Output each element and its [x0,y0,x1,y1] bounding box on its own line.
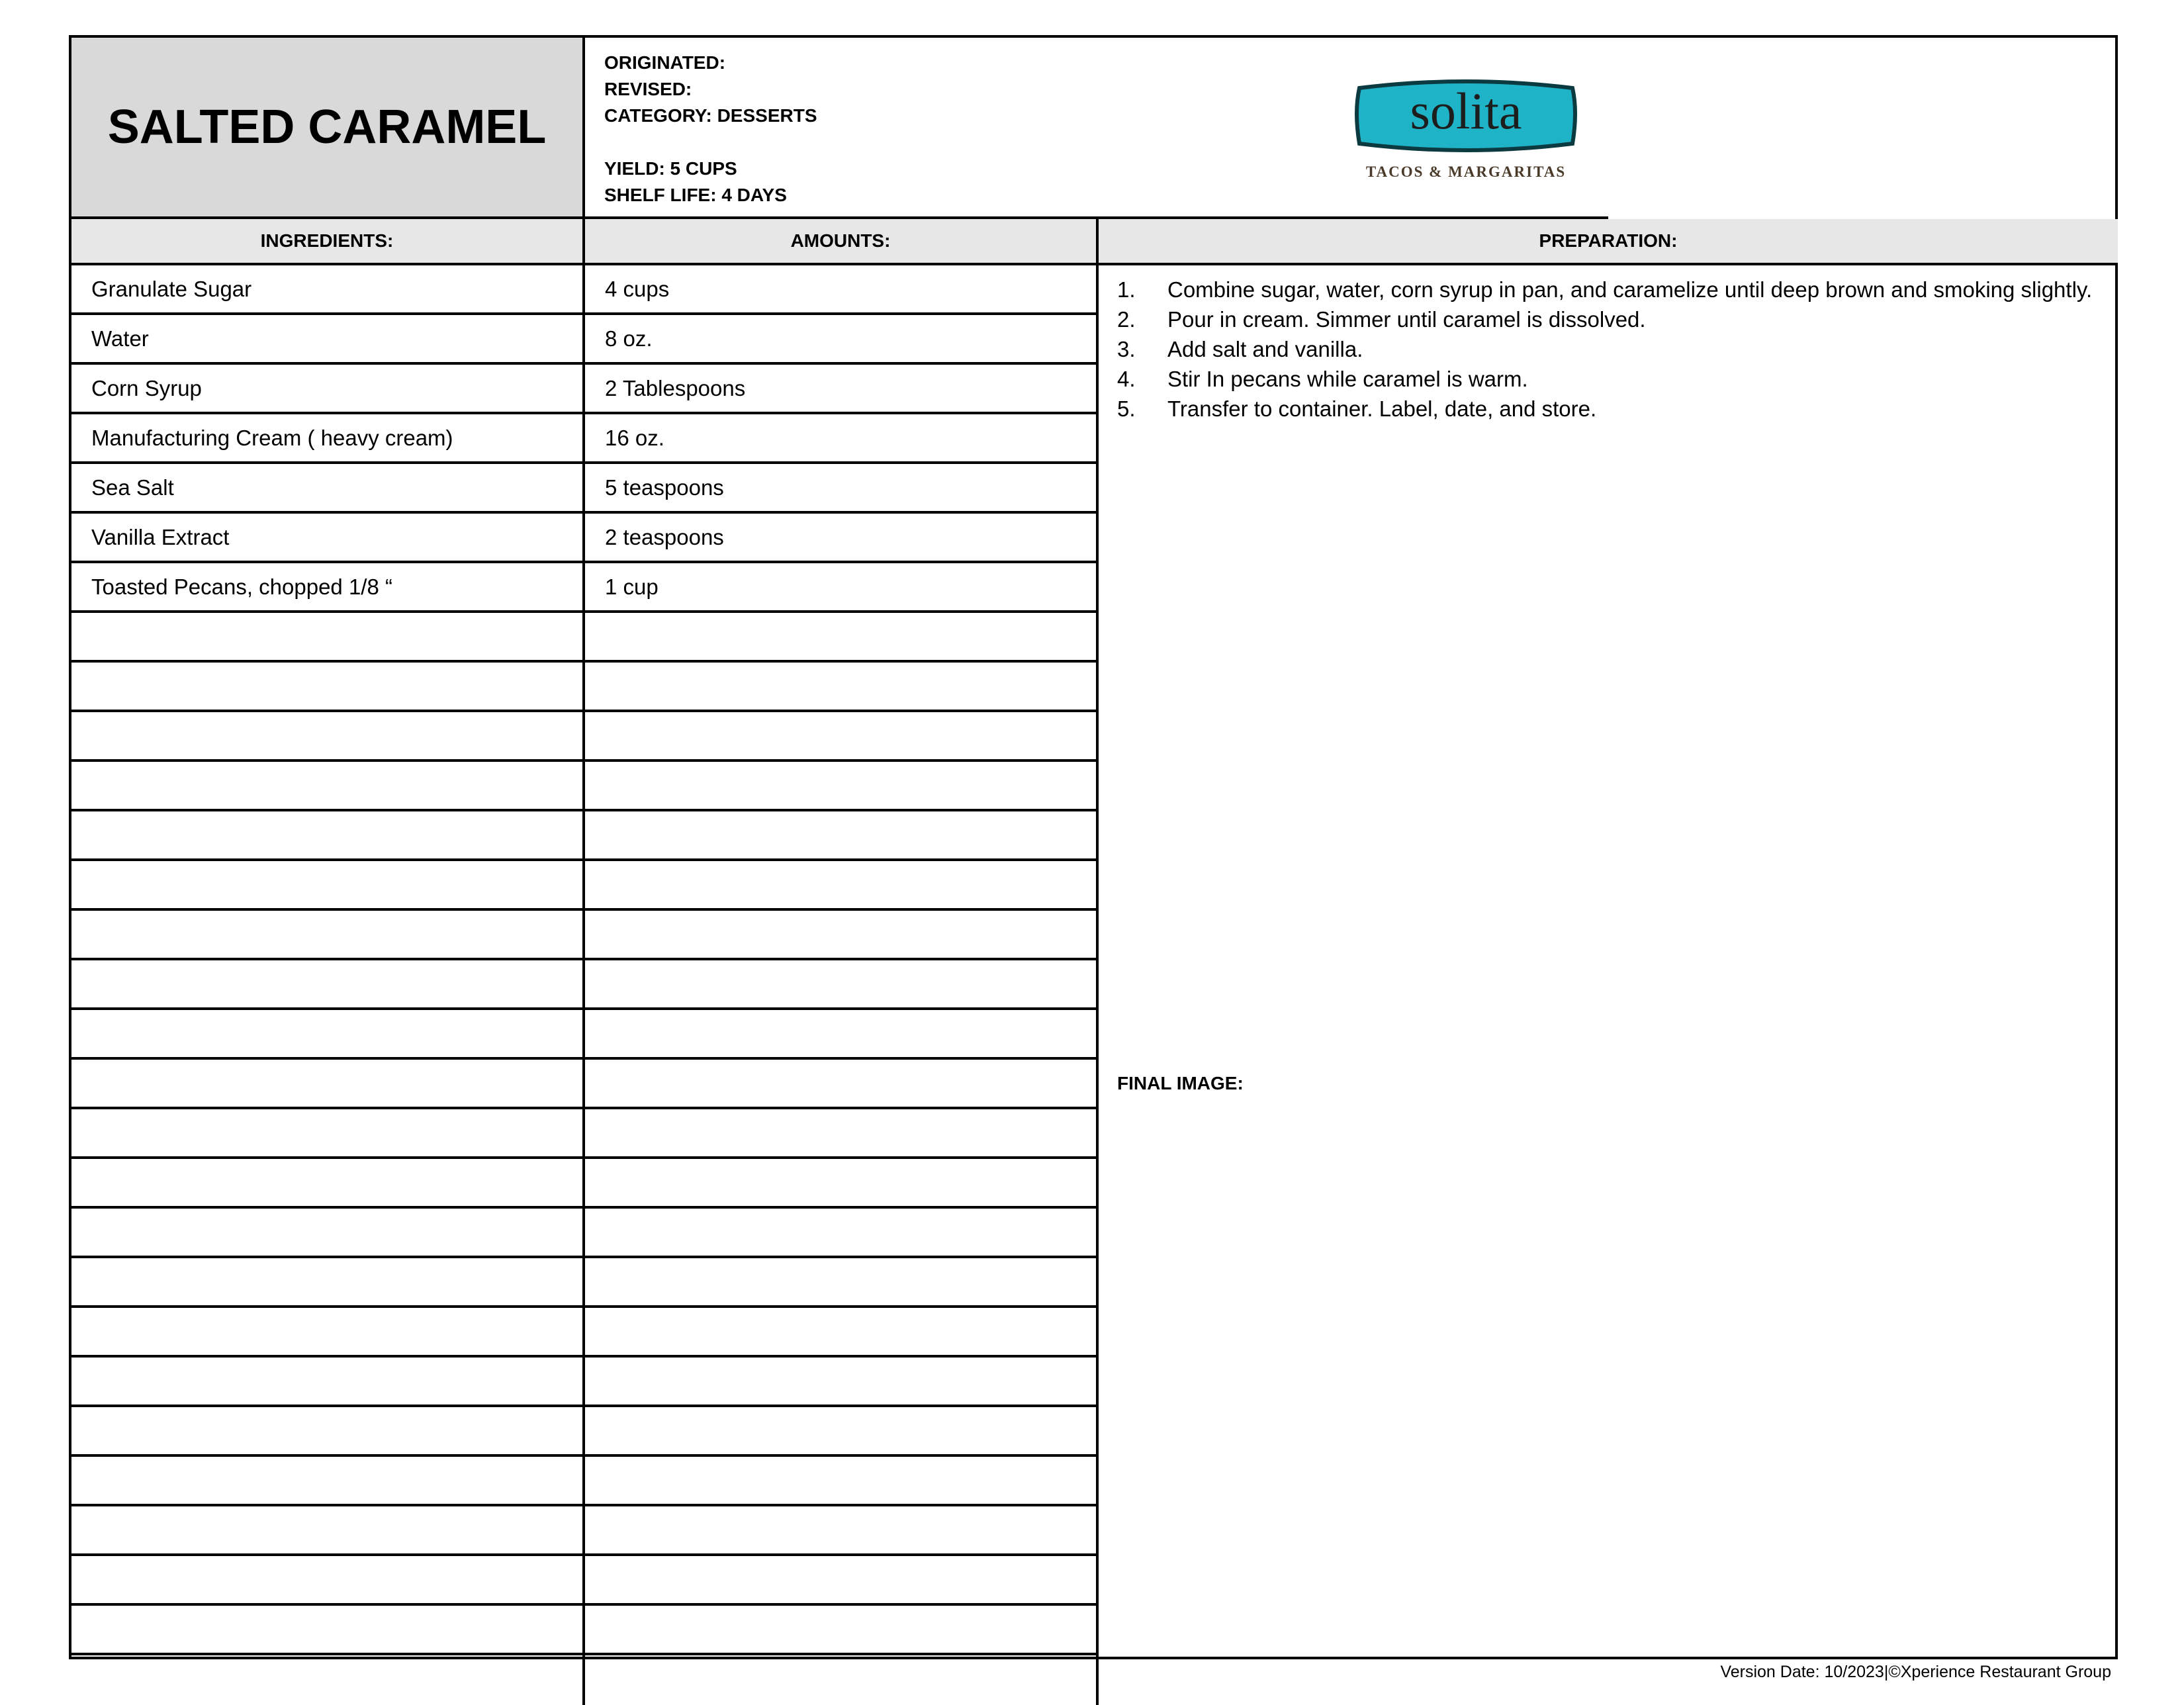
ingredient-name [71,1358,585,1405]
amounts-header: AMOUNTS: [585,219,1099,265]
ingredient-amount [585,613,1099,660]
preparation-cell [1099,265,2118,1659]
ingredient-amount [585,1060,1099,1107]
step-text: Add salt and vanilla. [1167,337,1363,361]
revised-label: REVISED: [604,79,692,99]
step-text: Pour in cream. Simmer until caramel is dissolved. [1167,307,1646,332]
ingredient-amount [585,1358,1099,1405]
ingredient-row [71,1060,1099,1109]
ingredient-row [71,712,1099,762]
ingredient-name [71,712,585,759]
recipe-card [69,35,2118,1659]
ingredient-name: Granulate Sugar [71,265,585,312]
ingredient-amount [585,1010,1099,1057]
ingredient-amount: 2 teaspoons [585,514,1099,561]
ingredient-row [71,414,1099,464]
preparation-header: PREPARATION: [1099,219,2118,265]
ingredient-name: Sea Salt [71,464,585,511]
ingredient-amount [585,1506,1099,1553]
ingredient-name: Manufacturing Cream ( heavy cream) [71,414,585,461]
ingredient-amount [585,960,1099,1007]
ingredient-name: Vanilla Extract [71,514,585,561]
ingredient-row [71,1258,1099,1308]
ingredients-table [71,265,1099,1705]
ingredient-amount: 16 oz. [585,414,1099,461]
originated-label: ORIGINATED: [604,52,726,73]
step-number: 5. [1117,396,1136,421]
version-footer: Version Date: 10/2023|©Xperience Restaurant Group [1720,1663,2111,1681]
ingredient-row [71,1010,1099,1060]
ingredient-name [71,663,585,710]
preparation-step [1117,334,2097,364]
ingredient-row [71,861,1099,911]
ingredient-row [71,1159,1099,1209]
ingredient-row [71,1655,1099,1705]
ingredient-row [71,464,1099,514]
preparation-step [1117,304,2097,334]
title-cell [71,38,585,219]
ingredient-row [71,265,1099,315]
ingredient-row [71,514,1099,563]
ingredient-row [71,1556,1099,1606]
ingredient-amount [585,1109,1099,1156]
ingredient-row [71,1506,1099,1556]
preparation-steps [1117,275,2097,424]
ingredient-row [71,911,1099,960]
shelf-life-label: SHELF LIFE: 4 DAYS [604,185,787,205]
recipe-meta [604,50,817,208]
ingredient-row [71,762,1099,811]
ingredient-name [71,811,585,858]
ingredient-amount [585,1209,1099,1256]
ingredient-amount: 5 teaspoons [585,464,1099,511]
ingredient-name [71,762,585,809]
ingredient-amount [585,712,1099,759]
ingredient-name [71,1209,585,1256]
ingredient-amount [585,811,1099,858]
final-image-label: FINAL IMAGE: [1117,1073,1244,1093]
step-number: 3. [1117,337,1136,361]
ingredient-name [71,1258,585,1305]
yield-label: YIELD: 5 CUPS [604,158,737,179]
step-number: 1. [1117,277,1136,302]
logo-wordmark: solita [1410,82,1522,140]
preparation-step [1117,394,2097,424]
ingredient-amount [585,1308,1099,1355]
ingredients-header: INGREDIENTS: [71,219,585,265]
step-text: Combine sugar, water, corn syrup in pan, and caramelize until deep brown and smoking slightly. [1167,277,2093,302]
ingredient-name [71,1308,585,1355]
ingredient-name [71,960,585,1007]
ingredient-name [71,1159,585,1206]
ingredient-name [71,1556,585,1603]
ingredient-row [71,1109,1099,1159]
logo-tagline: TACOS & MARGARITAS [1365,163,1567,180]
ingredient-name [71,1109,585,1156]
ingredient-amount: 2 Tablespoons [585,365,1099,412]
ingredient-name [71,1457,585,1504]
preparation-step [1117,364,2097,394]
ingredient-amount [585,762,1099,809]
ingredient-row [71,1606,1099,1655]
step-text: Transfer to container. Label, date, and store. [1167,396,1597,421]
step-number: 2. [1117,307,1136,332]
ingredient-row [71,1209,1099,1258]
ingredient-amount [585,1407,1099,1454]
ingredient-name [71,1060,585,1107]
step-text: Stir In pecans while caramel is warm. [1167,367,1528,391]
solita-logo [1350,72,1582,185]
ingredient-amount [585,1457,1099,1504]
ingredient-amount: 1 cup [585,563,1099,610]
ingredient-amount [585,911,1099,958]
ingredient-name [71,1606,585,1653]
ingredient-name [71,613,585,660]
recipe-title: SALTED CARAMEL [107,101,547,154]
ingredient-name [71,911,585,958]
ingredient-row [71,613,1099,663]
ingredient-row [71,663,1099,712]
ingredient-amount [585,663,1099,710]
ingredient-row [71,315,1099,365]
ingredient-row [71,1457,1099,1506]
preparation-step [1117,275,2097,304]
ingredient-amount [585,1606,1099,1653]
ingredient-row [71,563,1099,613]
ingredient-name: Water [71,315,585,362]
ingredient-row [71,1358,1099,1407]
ingredient-amount: 4 cups [585,265,1099,312]
ingredient-row [71,365,1099,414]
step-number: 4. [1117,367,1136,391]
ingredient-amount [585,1655,1099,1705]
category-label: CATEGORY: DESSERTS [604,105,817,126]
ingredient-amount: 8 oz. [585,315,1099,362]
ingredient-name [71,1655,585,1705]
ingredient-name: Toasted Pecans, chopped 1/8 “ [71,563,585,610]
ingredient-name [71,1506,585,1553]
ingredient-amount [585,1258,1099,1305]
ingredient-row [71,811,1099,861]
ingredient-name [71,861,585,908]
ingredient-amount [585,1159,1099,1206]
ingredient-amount [585,861,1099,908]
ingredient-amount [585,1556,1099,1603]
ingredient-row [71,960,1099,1010]
ingredient-row [71,1407,1099,1457]
ingredient-name: Corn Syrup [71,365,585,412]
recipe-info-cell [585,38,1608,219]
ingredient-name [71,1010,585,1057]
ingredient-name [71,1407,585,1454]
ingredient-row [71,1308,1099,1358]
